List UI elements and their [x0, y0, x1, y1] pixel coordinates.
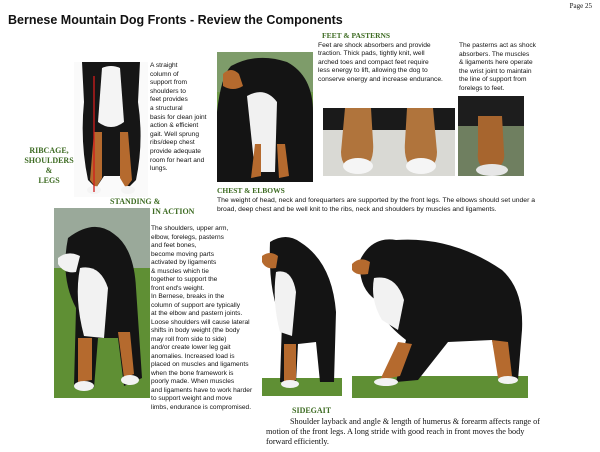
chest-text [217, 197, 593, 214]
standing-label: STANDING & [110, 197, 161, 206]
text-line: & muscles which tie [151, 267, 209, 275]
text-line: to support weight and move [151, 395, 233, 402]
text-line: column of [150, 70, 179, 78]
text-line: broad, deep chest and be well knit to the ribs, neck and shoulders by muscles and ligaments. [217, 205, 497, 213]
text-line: forelegs to feet. [459, 84, 505, 92]
label-line: RIBCAGE, [29, 146, 69, 155]
text-line: become moving parts [151, 250, 215, 258]
text-line: front end's weight. [151, 284, 205, 292]
label-line: SHOULDERS [24, 156, 74, 165]
text-line: less energy to lift, allowing the dog to [318, 67, 428, 75]
label-line: & [45, 166, 53, 175]
text-line: the wrist joint to maintain [459, 67, 532, 75]
text-line: and feet bones, [151, 242, 197, 249]
sidegait-label: SIDEGAIT [292, 406, 332, 415]
moving-parts-text [151, 225, 261, 412]
feet-text [318, 42, 454, 84]
in-action-label: IN ACTION [152, 207, 195, 216]
text-line: basis for clean joint [150, 113, 207, 121]
text-line: lungs. [150, 165, 168, 173]
text-line: action & efficient [150, 122, 199, 130]
text-line: absorbers. The muscles [459, 50, 530, 58]
text-line: provide adequate [150, 147, 201, 155]
text-line: the line of support from [459, 76, 527, 84]
text-line: Loose shoulders will cause lateral [151, 318, 250, 326]
feet-photo [323, 108, 455, 176]
text-line: Feet are shock absorbers and provide [318, 42, 431, 49]
sidegait-text [266, 417, 600, 447]
page-number: Page 25 [569, 2, 592, 10]
pastern-photo [458, 96, 524, 176]
straight-column-text [150, 62, 216, 174]
pastern-text [459, 42, 551, 94]
text-line: limbs, endurance is compromised. [151, 403, 252, 411]
page-title: Bernese Mountain Dog Fronts - Review the Components [8, 13, 343, 27]
ribcage-label [24, 146, 74, 186]
front-view-photo [74, 62, 148, 197]
walking-dog-photo [262, 232, 342, 396]
text-line: anomalies. Increased load is [151, 352, 235, 360]
text-line: feet provides [150, 96, 188, 104]
text-line: together to support the [151, 276, 218, 283]
label-line: LEGS [38, 176, 60, 185]
text-line: Shoulder layback and angle & length of humerus & forearm affects range of [290, 417, 540, 426]
text-line: ribs/deep chest [150, 139, 195, 147]
text-line: placed on muscles and ligaments [151, 361, 249, 368]
text-line: conserve energy and increase endurance. [318, 75, 443, 83]
text-line: A straight [150, 62, 178, 69]
text-line: The pasterns act as shock [459, 42, 536, 49]
text-line: column of support are typically [151, 301, 241, 309]
text-line: traction. Thick pads, tightly knit, well [318, 50, 425, 58]
standing-dog-photo [54, 208, 150, 398]
text-line: room for heart and [150, 156, 205, 164]
text-line: forward efficiently. [266, 437, 329, 446]
text-line: In Bernese, breaks in the [151, 293, 225, 300]
text-line: and/or create lower leg gait [151, 344, 231, 351]
text-line: arched toes and compact feet require [318, 58, 429, 66]
text-line: The weight of head, neck and forequarters are supported by the front legs. The elbows should set under a [217, 197, 536, 204]
chest-elbows-label: CHEST & ELBOWS [217, 186, 285, 195]
text-line: when the bone framework is [151, 369, 234, 377]
text-line: poorly made. When muscles [151, 378, 235, 385]
text-line: & ligaments here operate [459, 59, 533, 67]
text-line: gait. Well sprung [150, 130, 199, 138]
sidegait-photo [352, 230, 528, 398]
text-line: shoulders to [150, 87, 186, 95]
text-line: support from [150, 79, 188, 87]
feet-pasterns-label: FEET & PASTERNS [322, 31, 391, 40]
chest-photo [217, 52, 313, 182]
text-line: a structural [150, 104, 183, 112]
text-line: elbow, forelegs, pasterns [151, 233, 224, 241]
text-line: at the elbow and pastern joints. [151, 310, 243, 317]
text-line: and ligaments have to work harder [151, 386, 253, 394]
text-line: The shoulders, upper arm, [151, 225, 229, 232]
text-line: activated by ligaments [151, 259, 217, 266]
text-line: motion of the front legs. A long stride with good reach in front moves the body [266, 427, 525, 436]
text-line: may roll from side to side) [151, 335, 227, 343]
text-line: shifts in body weight (the body [151, 327, 240, 334]
